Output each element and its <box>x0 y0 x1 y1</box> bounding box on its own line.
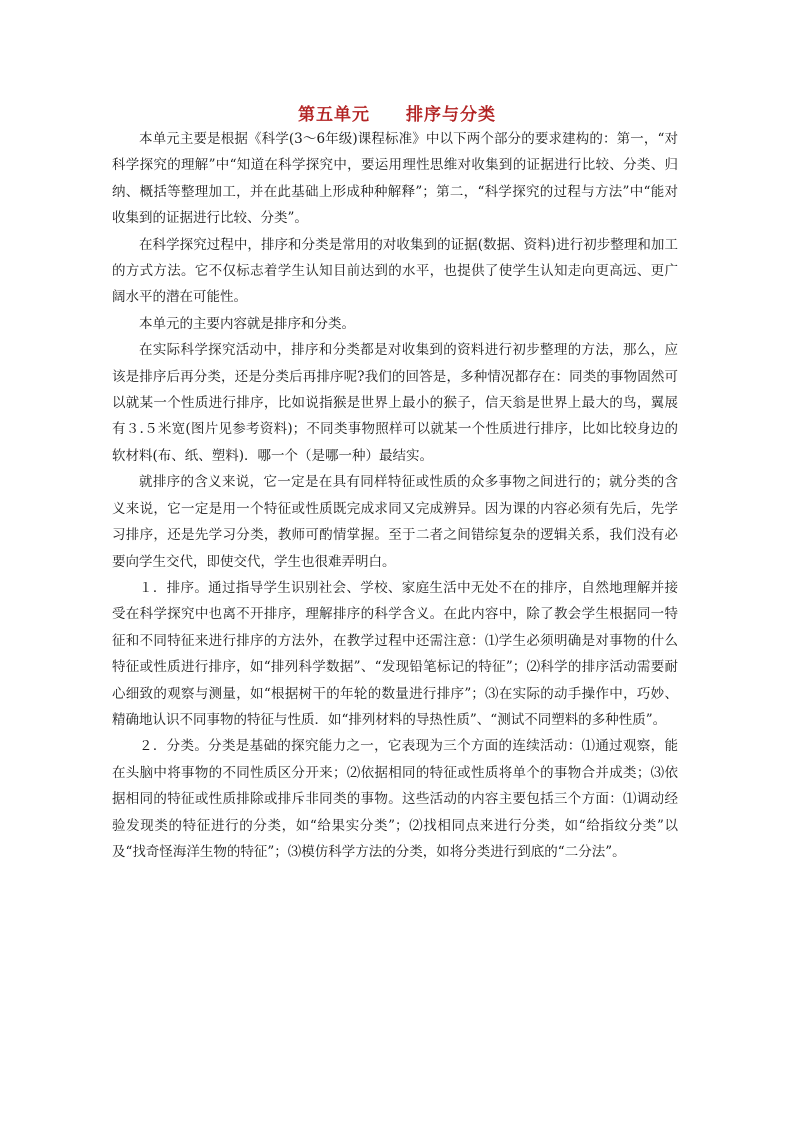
paragraph-sorting: １．排序。通过指导学生识别社会、学校、家庭生活中无处不在的排序，自然地理解并接受在科学探究中也离不开排序，理解排序的科学含义。在此内容中，除了教会学生根据同一特征和不同特征来进行排序的方法外，在教学过程中还需注意：⑴学生必须明确是对事物的什么特征或性质进行排序，如“排列科学数据”、“发现铅笔标记的特征”；⑵科学的排序活动需要耐心细致的观察与测量，如“根据树干的年轮的数量进行排序”；⑶在实际的动手操作中，巧妙、精确地认识不同事物的特征与性质．如“排列材料的导热性质”、“测试不同塑料的多种性质”。 <box>112 579 678 728</box>
page-title: 第五单元 排序与分类 <box>298 105 496 125</box>
paragraph-intro: 本单元主要是根据《科学(3～6年级)课程标准》中以下两个部分的要求建构的：第一，“对科学探究的理解”中“知道在科学探究中，要运用理性思维对收集到的证据进行比较、分类、归纳、概括等整理加工，并在此基础上形成种种解释”；第二，“科学探究的过程与方法”中“能对收集到的证据进行比较、分类”。 <box>112 131 678 227</box>
paragraph-meaning: 就排序的含义来说，它一定是在具有同样特征或性质的众多事物之间进行的；就分类的含义来说，它一定是用一个特征或性质既完成求同又完成辨异。因为课的内容必须有先后，先学习排序，还是先学习分类，教师可酌情掌握。至于二者之间错综复杂的逻辑关系，我们没有必要向学生交代，即使交代，学生也很难弄明白。 <box>112 474 678 570</box>
paragraph-process: 在科学探究过程中，排序和分类是常用的对收集到的证据(数据、资料)进行初步整理和加工的方式方法。它不仅标志着学生认知目前达到的水平，也提供了使学生认知走向更高远、更广阔水平的潜在可能性。 <box>112 236 678 306</box>
paragraph-main-content: 本单元的主要内容就是排序和分类。 <box>139 315 355 332</box>
document-body <box>112 126 678 865</box>
paragraph-classification: ２．分类。分类是基础的探究能力之一，它表现为三个方面的连续活动：⑴通过观察，能在头脑中将事物的不同性质区分开来；⑵依据相同的特征或性质将单个的事物合并成类；⑶依据相同的特征或性质排除或排斥非同类的事物。这些活动的内容主要包括三个方面：⑴调动经验发现类的特征进行的分类，如“给果实分类”；⑵找相同点来进行分类，如“给指纹分类”以及“找奇怪海洋生物的特征”；⑶模仿科学方法的分类，如将分类进行到底的“二分法”。 <box>112 738 678 860</box>
paragraph-order-question: 在实际科学探究活动中，排序和分类都是对收集到的资料进行初步整理的方法，那么，应该是排序后再分类，还是分类后再排序呢?我们的回答是，多种情况都存在：同类的事物固然可以就某一个性质进行排序，比如说指猴是世界上最小的猴子，信天翁是世界上最大的鸟，翼展有３.５米宽(图片见参考资料)；不同类事物照样可以就某一个性质进行排序，比如比较身边的软材料(布、纸、塑料)．哪一个（是哪一种）最结实。 <box>112 342 678 464</box>
